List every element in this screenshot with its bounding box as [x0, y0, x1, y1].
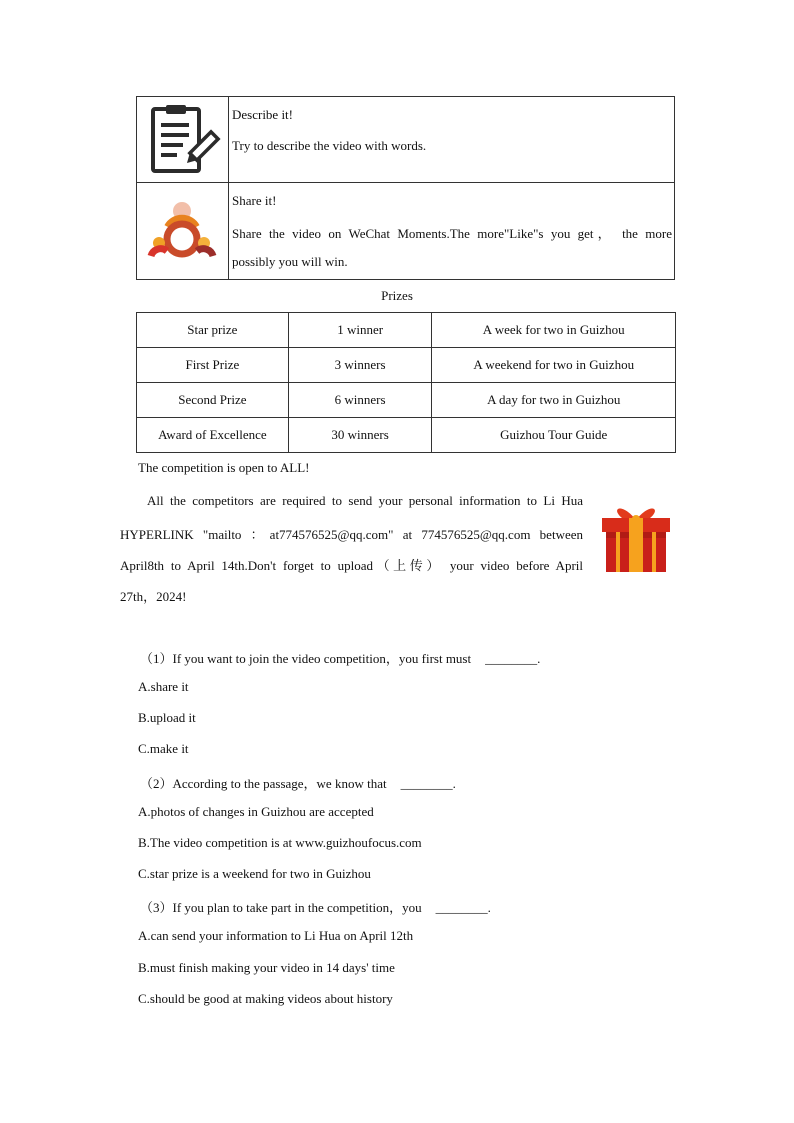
step-icon-cell: [137, 97, 229, 182]
info-line: April8th to April 14th.Don't forget to upload（上传） your video before April: [120, 558, 583, 573]
prize-count: 30 winners: [288, 418, 432, 453]
step-text: possibly you will win.: [232, 254, 348, 269]
prizes-title: Prizes: [381, 288, 413, 303]
question-stem: （1）If you want to join the video competition，you first must ________.: [140, 651, 541, 666]
option: C.make it: [138, 741, 189, 756]
option: C.should be good at making videos about history: [138, 991, 393, 1006]
step-describe: [137, 97, 674, 183]
answer-blank: ________.: [400, 776, 456, 791]
prizes-table: [136, 312, 676, 453]
prize-reward: A day for two in Guizhou: [432, 383, 676, 418]
info-line: 27th，2024!: [120, 589, 187, 604]
info-line: HYPERLINK "mailto ：at774576525@qq.com" at 774576525@qq.com between: [120, 527, 583, 542]
option: A.photos of changes in Guizhou are accepted: [138, 804, 374, 819]
prize-count: 6 winners: [288, 383, 432, 418]
question-stem: （2）According to the passage，we know that ________.: [140, 776, 456, 791]
gift-box-icon: [598, 500, 674, 574]
option: A.share it: [138, 679, 189, 694]
info-line: All the competitors are required to send your personal information to Li Hua: [147, 493, 583, 508]
prize-count: 3 winners: [288, 348, 432, 383]
prize-reward: A week for two in Guizhou: [432, 313, 676, 348]
option: A.can send your information to Li Hua on April 12th: [138, 928, 414, 943]
table-row: [137, 348, 676, 383]
clipboard-pen-icon: [137, 97, 229, 183]
answer-blank: ________.: [485, 651, 541, 666]
prize-name: Award of Excellence: [137, 418, 289, 453]
step-title: Describe it!: [232, 107, 294, 122]
option: C.star prize is a weekend for two in Guizhou: [138, 866, 371, 881]
option: B.must finish making your video in 14 days' time: [138, 960, 395, 975]
open-note: The competition is open to ALL!: [138, 460, 310, 475]
option: B.upload it: [138, 710, 196, 725]
step-text: Share the video on WeChat Moments.The more"Like"s you get， the more: [232, 226, 672, 241]
step-share: [137, 183, 674, 280]
table-row: [137, 313, 676, 348]
step-icon-cell: [137, 183, 229, 280]
prize-reward: A weekend for two in Guizhou: [432, 348, 676, 383]
answer-blank: ________.: [435, 900, 491, 915]
prize-reward: Guizhou Tour Guide: [432, 418, 676, 453]
steps-table: [136, 96, 675, 280]
step-text: Try to describe the video with words.: [232, 138, 427, 153]
share-people-icon: [137, 183, 229, 279]
prize-name: First Prize: [137, 348, 289, 383]
prize-name: Second Prize: [137, 383, 289, 418]
table-row: [137, 418, 676, 453]
prize-name: Star prize: [137, 313, 289, 348]
table-row: [137, 383, 676, 418]
info-paragraph: [120, 490, 583, 610]
step-title: Share it!: [232, 193, 277, 208]
prize-count: 1 winner: [288, 313, 432, 348]
question-stem: （3）If you plan to take part in the competition，you ________.: [140, 900, 491, 915]
option: B.The video competition is at www.guizhoufocus.com: [138, 835, 422, 850]
